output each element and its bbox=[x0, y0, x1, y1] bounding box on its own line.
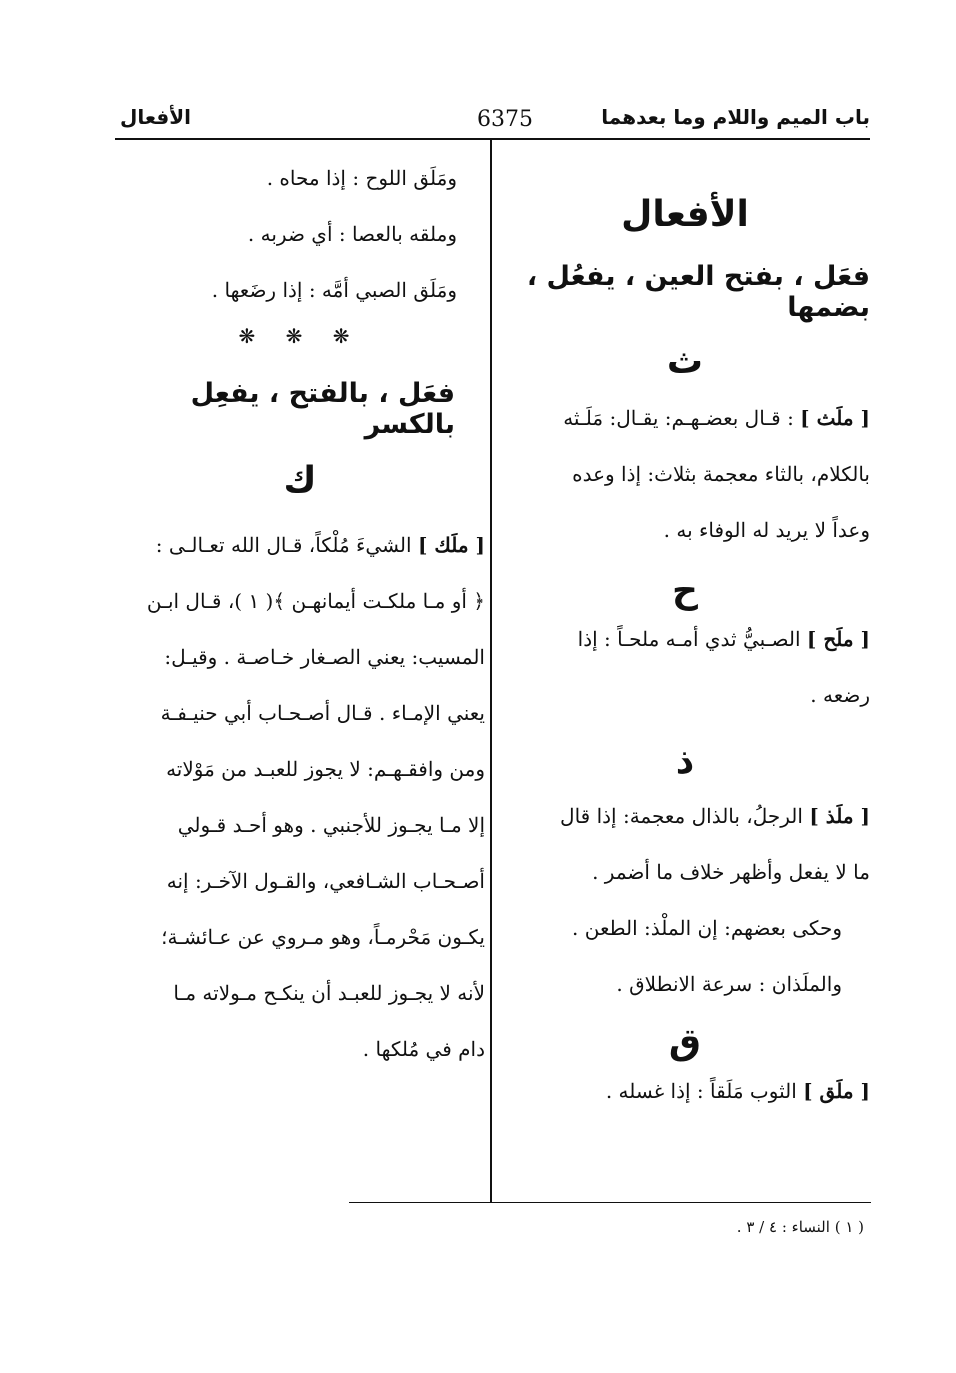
subsection-title-fa3al-yaf3ul: فعَل ، بفتح العين ، يفعُل ، بضمها bbox=[526, 261, 870, 323]
section-separator-stars: ❋ ❋ ❋ bbox=[238, 324, 362, 348]
entry-maladh bbox=[500, 788, 870, 844]
entry-line: أصـحـاب الشـافعي، والقـول الآخـر: إنه bbox=[166, 869, 485, 893]
entry-text: الشيءَ مُلْكاً، قـال الله تعـالـى : bbox=[155, 533, 412, 557]
letter-heading-kaf: ك bbox=[283, 460, 317, 501]
entry-text: الثوب مَلَقاً : إذا غسله . bbox=[605, 1079, 797, 1103]
entry-line: يكـون مَحْرمـاً، وهو مـروي عن عـائشـة؛ bbox=[161, 925, 485, 949]
entry-headword: [ ملَق ] bbox=[803, 1079, 870, 1103]
section-title: الأفعال bbox=[621, 194, 749, 235]
entry-line: المسيب: يعني الصـغار خـاصـة . وقيـل: bbox=[164, 645, 485, 669]
left-column bbox=[115, 150, 485, 1077]
entry-line: بالكلام، بالثاء معجمة بثلاث: إذا وعده bbox=[572, 462, 870, 486]
entry-malak bbox=[115, 517, 485, 573]
entry-line: والملَذان : سرعة الانطلاق . bbox=[616, 972, 842, 996]
right-column bbox=[500, 150, 870, 1119]
letter-heading-tha: ث bbox=[666, 341, 704, 382]
entry-headword: [ ملَح ] bbox=[806, 627, 870, 651]
running-header-section: الأفعال bbox=[120, 105, 191, 129]
column-divider bbox=[490, 140, 492, 1202]
footnote: ( ١ ) النساء : ٤ / ٣ . bbox=[736, 1218, 864, 1236]
letter-heading-ha: ح bbox=[672, 570, 698, 611]
entry-text: الصـبيُّ ثدي أمـه ملحـاً : إذا bbox=[577, 627, 801, 651]
entry-line: وملقه بالعصا : أي ضربه . bbox=[247, 222, 457, 246]
entry-line: إلا مـا يجـوز للأجنبي . وهو أحـد قـولي bbox=[177, 813, 485, 837]
entry-line: رضعه . bbox=[810, 683, 870, 707]
entry-headword: [ ملَذ ] bbox=[809, 804, 870, 828]
entry-headword: [ ملَك ] bbox=[417, 533, 485, 557]
entry-line: يعني الإمـاء . قـال أصـحـاب أبي حنيـفـة bbox=[160, 701, 485, 725]
entry-line: وحكى بعضهم: إن الملْذ: الطعن . bbox=[572, 916, 842, 940]
entry-malaq bbox=[500, 1063, 870, 1119]
entry-malah bbox=[500, 611, 870, 667]
entry-line: دام في مُلكها . bbox=[362, 1037, 485, 1061]
running-header-chapter: باب الميم واللام وما بعدهما bbox=[601, 105, 870, 129]
entry-line: ما لا يفعل وأظهر خلاف ما أضمر . bbox=[592, 860, 870, 884]
entry-headword: [ ملَث ] bbox=[800, 406, 870, 430]
entry-text: : قـال بعضـهـم: يقـال: مَلَـثه bbox=[563, 406, 794, 430]
letter-heading-qaf: ق bbox=[668, 1022, 702, 1063]
entry-line: ﴿ أو مـا ملكـت أيمانهـن ﴾( ١ )، قـال ابـن bbox=[146, 589, 485, 613]
subsection-title-fa3al-yaf3il: فعَل ، بالفتح ، يفعِل بالكسر bbox=[190, 378, 455, 440]
entry-line: ومَلَق الصبي أمَّه : إذا رضَعها . bbox=[211, 278, 457, 302]
page-number: 6375 bbox=[477, 107, 533, 132]
footnote-rule bbox=[349, 1202, 871, 1203]
entry-line: ومن وافقـهـم: لا يجوز للعبـد من مَوْلاته bbox=[166, 757, 485, 781]
entry-malath bbox=[500, 390, 870, 446]
header-rule bbox=[115, 138, 870, 140]
entry-line: لأنه لا يجـوز للعبـد أن ينكـح مـولاته مـا bbox=[173, 981, 485, 1005]
letter-heading-dhal: ذ bbox=[675, 741, 695, 782]
entry-line: ومَلَق اللوح : إذا محاه . bbox=[266, 166, 457, 190]
entry-line: وعداً لا يريد له الوفاء به . bbox=[663, 518, 870, 542]
entry-text: الرجلُ، بالذال معجمة: إذا قال bbox=[560, 804, 803, 828]
